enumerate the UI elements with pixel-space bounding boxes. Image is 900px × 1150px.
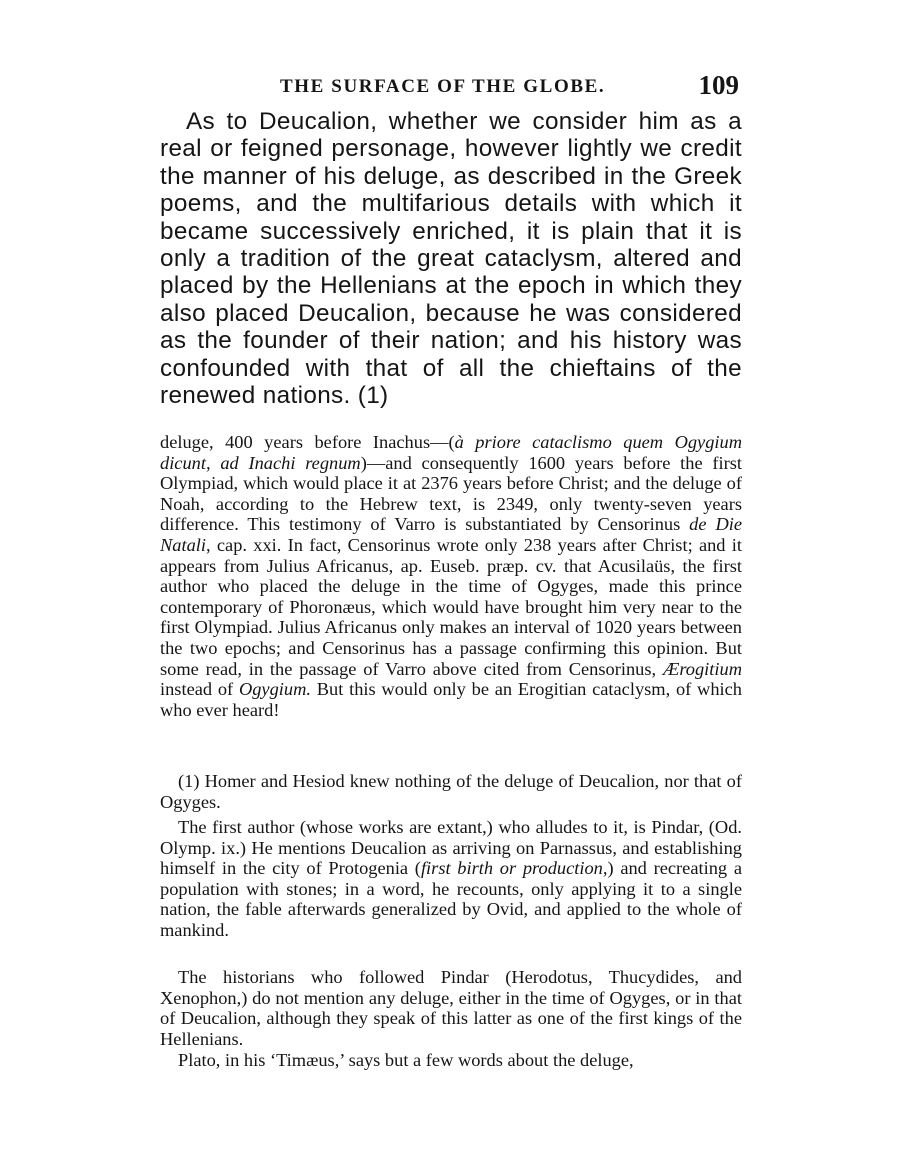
footnote-historians: The historians who followed Pindar (Herodotus, Thucydides, and Xenophon,) do not mention any deluge, either in the time of Ogyges, or in that of Deucalion, although they speak of this latter as one of the first kings of the Hellenians.	[160, 967, 742, 1049]
running-title: THE SURFACE OF THE GLOBE.	[280, 76, 606, 97]
footnote-text: deluge, 400 years before Inachus—(	[160, 432, 455, 452]
main-paragraph: As to Deucalion, whether we consider him as a real or feigned personage, however lightly we credit the manner of his deluge, as described in the Greek poems, and the multifarious details with which it became successively enriched, it is plain that it is only a tradition of the great cataclysm, altered and placed by the Hellenians at the epoch in which they also placed Deucalion, because he was considered as the founder of their nation; and his history was confounded with that of all the chieftains of the renewed nations. (1)	[160, 108, 742, 410]
footnote-text: instead of	[160, 679, 239, 700]
footnote-text: The first author (whose works are extant,) who alludes to it, is Pindar, (Od. Olymp. ix.) He mentions Deucalion as arriving on Parnassus, and establishing himself in the city of Protogenia (	[160, 817, 742, 879]
variant-reading: Ogygium.	[238, 679, 311, 700]
latin-quotation: à priore cataclismo quem Ogygium dicunt, ad Inachi regnum	[160, 432, 742, 473]
footnote-text: But this would only be an Erogitian cataclysm, of which who ever heard!	[160, 679, 742, 720]
variant-reading: Ærogitium	[662, 658, 742, 679]
page-header	[160, 68, 745, 108]
footnote-text: ) and recreating a population with stones; in a word, he recounts, only applying it to a single nation, the fable afterwards generalized by Ovid, and applied to the whole of mankind.	[160, 858, 742, 940]
footnote-text: )—and consequently 1600 years before the first Olympiad, which would place it at 2376 years before Christ; and the deluge of Noah, according to the Hebrew text, is 2349, only twenty-seven years difference. This testimony of Varro is substantiated by Censorinus	[160, 452, 742, 535]
page-number: 109	[698, 70, 739, 100]
footnote-plato: Plato, in his ‘Timæus,’ says but a few words about the deluge,	[178, 1050, 634, 1070]
footnote-text: , cap. xxi. In fact, Censorinus wrote only 238 years after Christ; and it appears from Julius Africanus, ap. Euseb. præp. cv. that Acusilaüs, the first author who placed the deluge in the time of Ogyges, made this prince contemporary of Phoronæus, which would have brought him very near to the first Olympiad. Julius Africanus only makes an interval of 1020 years between the two epochs; and Censorinus has a passage confirming this opinion. But some read, in the passage of Varro above cited from Censorinus,	[160, 534, 742, 679]
footnote-pindar	[160, 817, 742, 941]
italic-gloss: first birth or production,	[420, 858, 608, 879]
footnote-continuation	[160, 432, 742, 720]
footnote-1: (1) Homer and Hesiod knew nothing of the deluge of Deucalion, nor that of Ogyges.	[160, 771, 742, 812]
book-title: de Die Natali	[160, 514, 742, 555]
